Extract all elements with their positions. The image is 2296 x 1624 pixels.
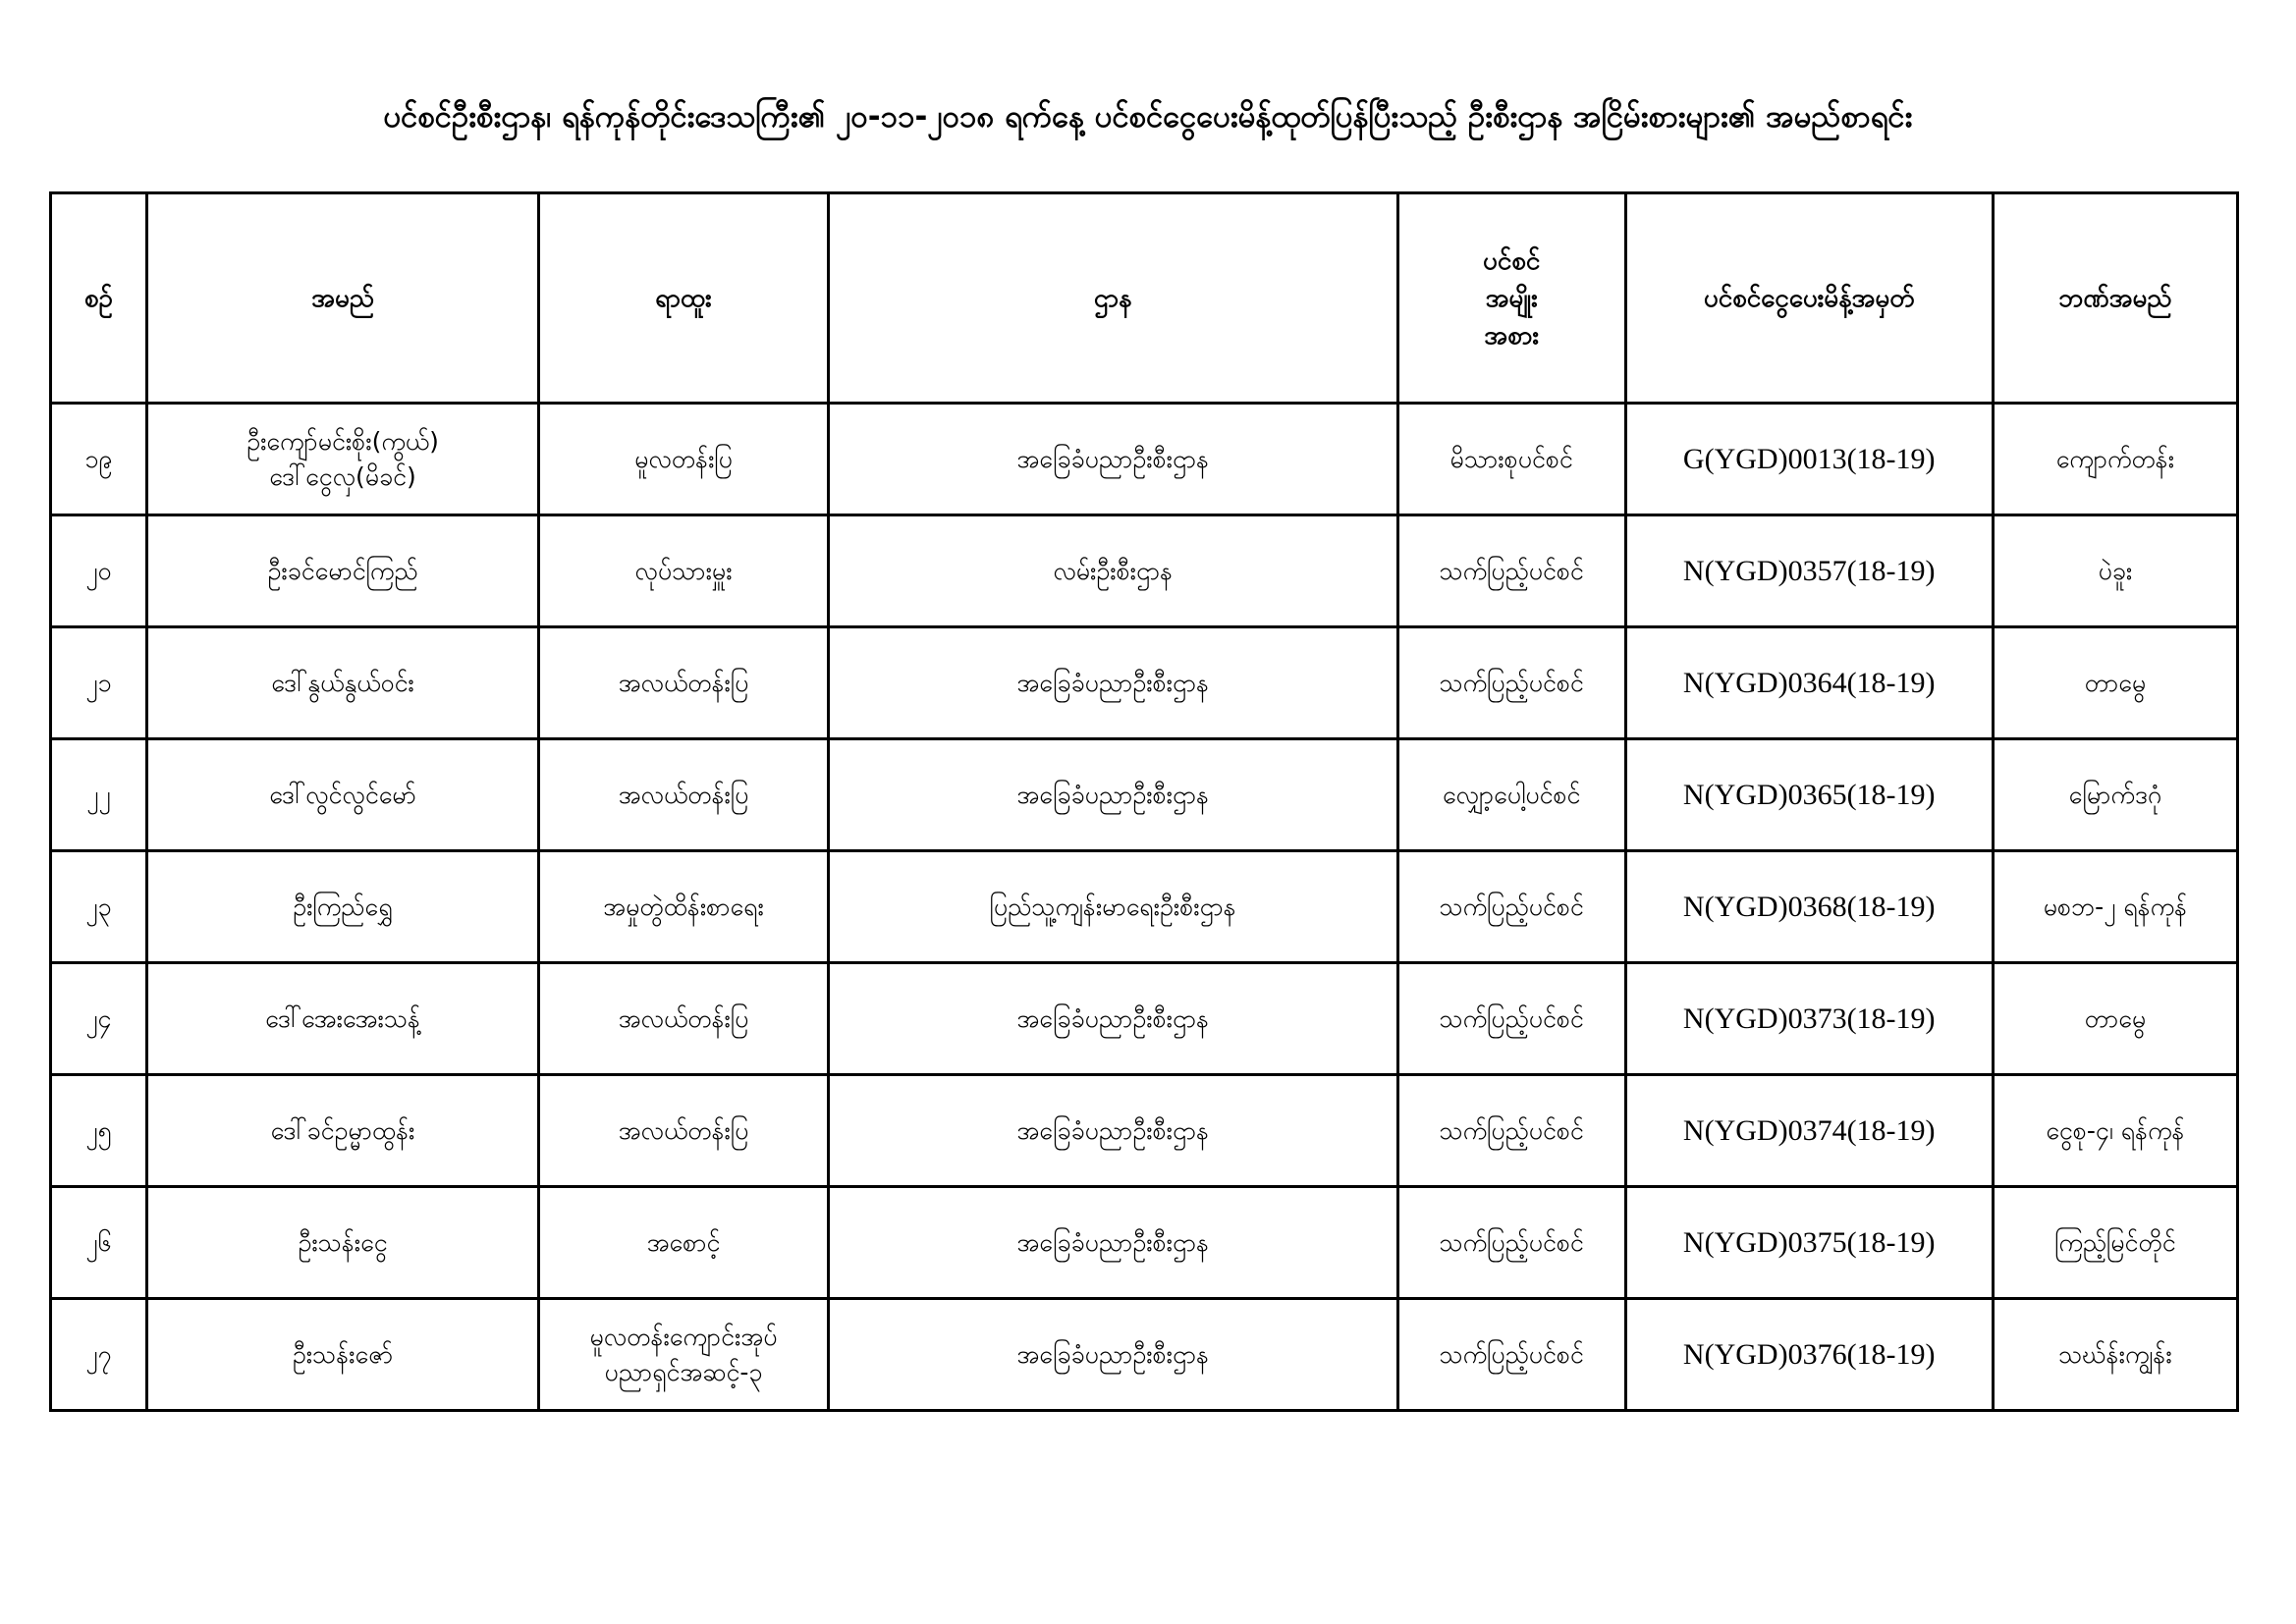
- name-cell: ဒေါ်အေးအေးသန့်: [146, 963, 538, 1075]
- serial-no-cell: ၂၅: [51, 1075, 147, 1187]
- pension-type-cell: သက်ပြည့်ပင်စင်: [1397, 851, 1625, 963]
- bank-name-cell: ကျောက်တန်း: [1993, 404, 2237, 515]
- serial-no-cell: ၂၁: [51, 627, 147, 739]
- header-pension-order-no: ပင်စင်ငွေပေးမိန့်အမှတ်: [1625, 193, 1993, 404]
- name-cell: ဒေါ်နွယ်နွယ်ဝင်း: [146, 627, 538, 739]
- pension-order-no-cell: N(YGD)0375(18-19): [1625, 1187, 1993, 1299]
- table-row: [51, 627, 2238, 739]
- pension-type-cell: သက်ပြည့်ပင်စင်: [1397, 1075, 1625, 1187]
- table-row: [51, 404, 2238, 515]
- pension-order-no-cell: N(YGD)0368(18-19): [1625, 851, 1993, 963]
- header-pension-type: ပင်စင် အမျိုး အစား: [1397, 193, 1625, 404]
- pension-order-no-cell: G(YGD)0013(18-19): [1625, 404, 1993, 515]
- table-row: [51, 963, 2238, 1075]
- position-cell: အလယ်တန်းပြ: [539, 627, 829, 739]
- department-cell: အခြေခံပညာဦးစီးဌာန: [828, 404, 1397, 515]
- header-name: အမည်: [146, 193, 538, 404]
- department-cell: အခြေခံပညာဦးစီးဌာန: [828, 627, 1397, 739]
- department-cell: အခြေခံပညာဦးစီးဌာန: [828, 1187, 1397, 1299]
- name-cell: ဦးသန်းဇော်: [146, 1299, 538, 1411]
- position-cell: အလယ်တန်းပြ: [539, 963, 829, 1075]
- serial-no-cell: ၂၄: [51, 963, 147, 1075]
- header-department: ဌာန: [828, 193, 1397, 404]
- table-row: [51, 1075, 2238, 1187]
- name-cell: ဦးကျော်မင်းစိုး(ကွယ်) ဒေါ်ငွေလှ(မိခင်): [146, 404, 538, 515]
- position-cell: အလယ်တန်းပြ: [539, 739, 829, 851]
- name-cell: ဦးခင်မောင်ကြည်: [146, 515, 538, 627]
- pension-type-cell: လျှော့ပေါ့ပင်စင်: [1397, 739, 1625, 851]
- pension-order-no-cell: N(YGD)0373(18-19): [1625, 963, 1993, 1075]
- bank-name-cell: ကြည့်မြင်တိုင်: [1993, 1187, 2237, 1299]
- position-cell: မူလတန်းပြ: [539, 404, 829, 515]
- serial-no-cell: ၂၇: [51, 1299, 147, 1411]
- header-row: [51, 193, 2238, 404]
- department-cell: ပြည်သူ့ကျန်းမာရေးဦးစီးဌာန: [828, 851, 1397, 963]
- department-cell: အခြေခံပညာဦးစီးဌာန: [828, 963, 1397, 1075]
- pension-order-no-cell: N(YGD)0365(18-19): [1625, 739, 1993, 851]
- pension-type-cell: သက်ပြည့်ပင်စင်: [1397, 627, 1625, 739]
- position-cell: အစောင့်: [539, 1187, 829, 1299]
- position-cell: အလယ်တန်းပြ: [539, 1075, 829, 1187]
- name-cell: ဒေါ်ခင်ဥမ္မာထွန်း: [146, 1075, 538, 1187]
- name-cell: ဒေါ်လွင်လွင်မော်: [146, 739, 538, 851]
- pension-order-no-cell: N(YGD)0376(18-19): [1625, 1299, 1993, 1411]
- serial-no-cell: ၂၃: [51, 851, 147, 963]
- bank-name-cell: သဃ်န်းကျွန်း: [1993, 1299, 2237, 1411]
- bank-name-cell: ငွေစု-၄၊ ရန်ကုန်: [1993, 1075, 2237, 1187]
- department-cell: လမ်းဦးစီးဌာန: [828, 515, 1397, 627]
- pension-type-cell: သက်ပြည့်ပင်စင်: [1397, 1187, 1625, 1299]
- department-cell: အခြေခံပညာဦးစီးဌာန: [828, 1075, 1397, 1187]
- department-cell: အခြေခံပညာဦးစီးဌာန: [828, 739, 1397, 851]
- serial-no-cell: ၂၂: [51, 739, 147, 851]
- pension-order-no-cell: N(YGD)0357(18-19): [1625, 515, 1993, 627]
- pension-order-no-cell: N(YGD)0374(18-19): [1625, 1075, 1993, 1187]
- bank-name-cell: တာမွေ: [1993, 963, 2237, 1075]
- position-cell: လုပ်သားမှူး: [539, 515, 829, 627]
- bank-name-cell: မြောက်ဒဂုံ: [1993, 739, 2237, 851]
- page-title: ပင်စင်ဦးစီးဌာန၊ ရန်ကုန်တိုင်းဒေသကြီး၏ ၂၀-၁၁-၂၀၁၈ ရက်နေ့ ပင်စင်ငွေပေးမိန့်ထုတ်ပြန်ပြီးသည့် ဦးစီးဌာန အငြိမ်းစားများ၏ အမည်စာရင်း: [383, 99, 1913, 135]
- serial-no-cell: ၁၉: [51, 404, 147, 515]
- pension-type-cell: မိသားစုပင်စင်: [1397, 404, 1625, 515]
- pension-type-cell: သက်ပြည့်ပင်စင်: [1397, 515, 1625, 627]
- table-header: [51, 193, 2238, 404]
- table-row: [51, 1299, 2238, 1411]
- serial-no-cell: ၂၆: [51, 1187, 147, 1299]
- table-row: [51, 851, 2238, 963]
- department-cell: အခြေခံပညာဦးစီးဌာန: [828, 1299, 1397, 1411]
- header-bank-name: ဘဏ်အမည်: [1993, 193, 2237, 404]
- pension-type-cell: သက်ပြည့်ပင်စင်: [1397, 1299, 1625, 1411]
- name-cell: ဦးသန်းငွေ: [146, 1187, 538, 1299]
- pension-type-cell: သက်ပြည့်ပင်စင်: [1397, 963, 1625, 1075]
- pensioner-list-table: [49, 191, 2239, 1412]
- bank-name-cell: ပဲခူး: [1993, 515, 2237, 627]
- table-row: [51, 515, 2238, 627]
- name-cell: ဦးကြည်ရွှေ: [146, 851, 538, 963]
- header-serial-no: စဉ်: [51, 193, 147, 404]
- bank-name-cell: တာမွေ: [1993, 627, 2237, 739]
- position-cell: အမှုတွဲထိန်းစာရေး: [539, 851, 829, 963]
- serial-no-cell: ၂၀: [51, 515, 147, 627]
- position-cell: မူလတန်းကျောင်းအုပ် ပညာရှင်အဆင့်-၃: [539, 1299, 829, 1411]
- bank-name-cell: မစဘ-၂ ရန်ကုန်: [1993, 851, 2237, 963]
- table-row: [51, 739, 2238, 851]
- pension-order-no-cell: N(YGD)0364(18-19): [1625, 627, 1993, 739]
- table-row: [51, 1187, 2238, 1299]
- table-body: [51, 404, 2238, 1411]
- header-position: ရာထူး: [539, 193, 829, 404]
